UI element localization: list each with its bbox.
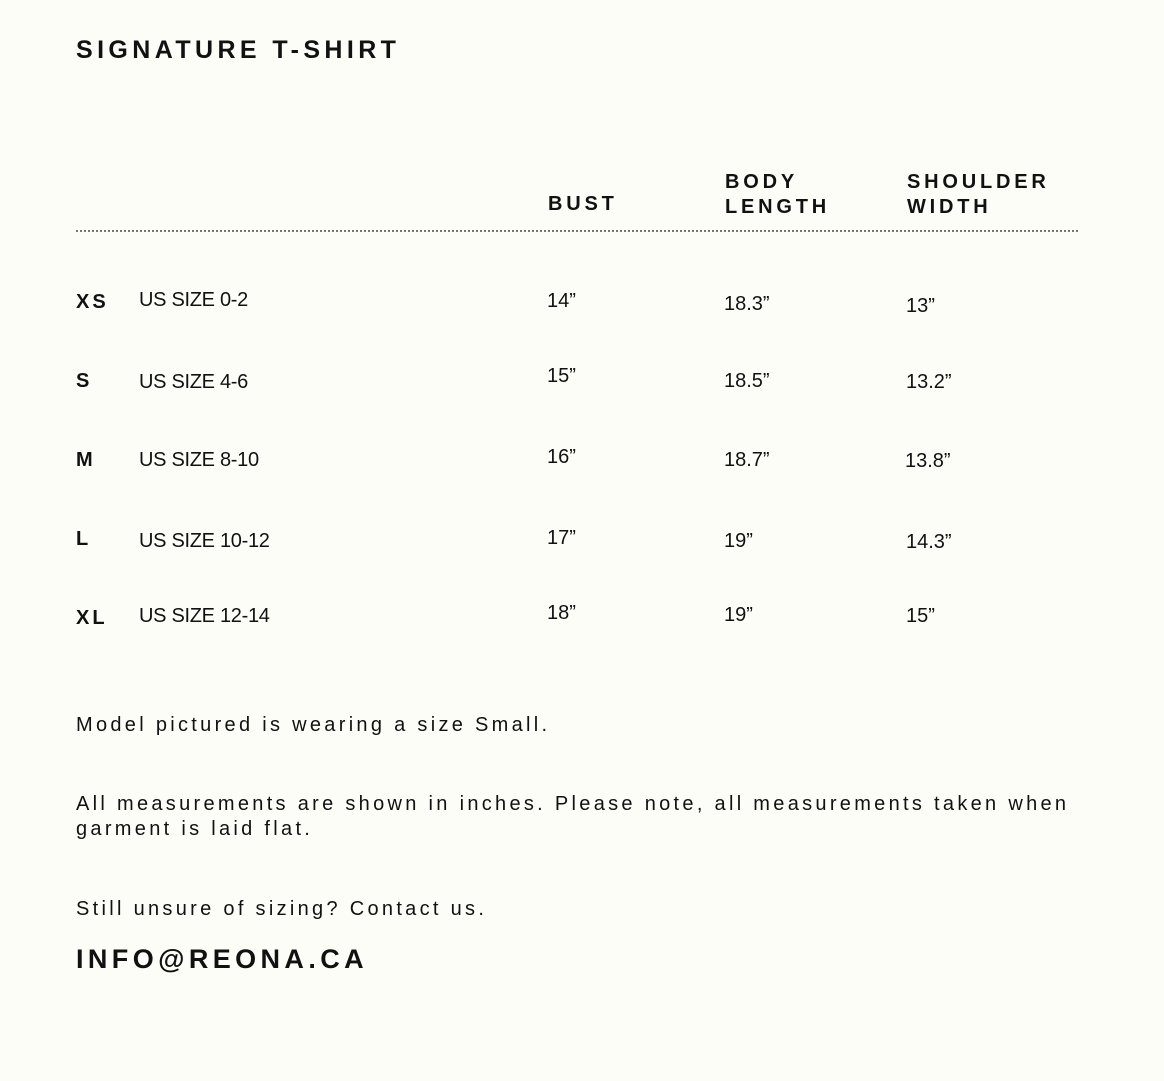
header-divider	[76, 230, 1078, 232]
bust-value: 18”	[547, 602, 576, 624]
body-length-value: 19”	[724, 604, 753, 626]
page-title: SIGNATURE T-SHIRT	[76, 36, 401, 64]
us-size: US SIZE 10-12	[139, 530, 270, 552]
size-code: M	[76, 449, 96, 471]
bust-value: 15”	[547, 365, 576, 387]
body-length-value: 18.7”	[724, 449, 770, 471]
body-length-value: 19”	[724, 530, 753, 552]
shoulder-width-value: 13.2”	[906, 371, 952, 393]
contact-prompt: Still unsure of sizing? Contact us.	[76, 898, 488, 920]
column-header-bust-line-1: BUST	[548, 193, 618, 215]
measurements-note: All measurements are shown in inches. Please note, all measurements taken when garment is laid flat.	[76, 793, 1070, 840]
size-code: XL	[76, 607, 108, 629]
us-size: US SIZE 0-2	[139, 289, 248, 311]
us-size: US SIZE 12-14	[139, 605, 270, 627]
model-note: Model pictured is wearing a size Small.	[76, 714, 551, 736]
column-header-body-length-line-2: LENGTH	[725, 196, 831, 218]
size-code: S	[76, 370, 93, 392]
bust-value: 16”	[547, 446, 576, 468]
body-length-value: 18.5”	[724, 370, 770, 392]
column-header-shoulder-width	[907, 170, 1050, 220]
shoulder-width-value: 13”	[906, 295, 935, 317]
shoulder-width-value: 14.3”	[906, 531, 952, 553]
us-size: US SIZE 4-6	[139, 371, 248, 393]
shoulder-width-value: 15”	[906, 605, 935, 627]
column-header-shoulder-width-line-2: WIDTH	[907, 196, 992, 218]
column-header-shoulder-width-line-1: SHOULDER	[907, 171, 1050, 193]
contact-email-link[interactable]: INFO@REONA.CA	[76, 944, 369, 974]
column-header-body-length-line-1: BODY	[725, 171, 798, 193]
bust-value: 17”	[547, 527, 576, 549]
shoulder-width-value: 13.8”	[905, 450, 951, 472]
size-code: L	[76, 528, 92, 550]
column-header-bust	[548, 192, 618, 217]
size-code: XS	[76, 291, 109, 313]
column-header-body-length	[725, 170, 830, 220]
body-length-value: 18.3”	[724, 293, 770, 315]
us-size: US SIZE 8-10	[139, 449, 259, 471]
bust-value: 14”	[547, 290, 576, 312]
